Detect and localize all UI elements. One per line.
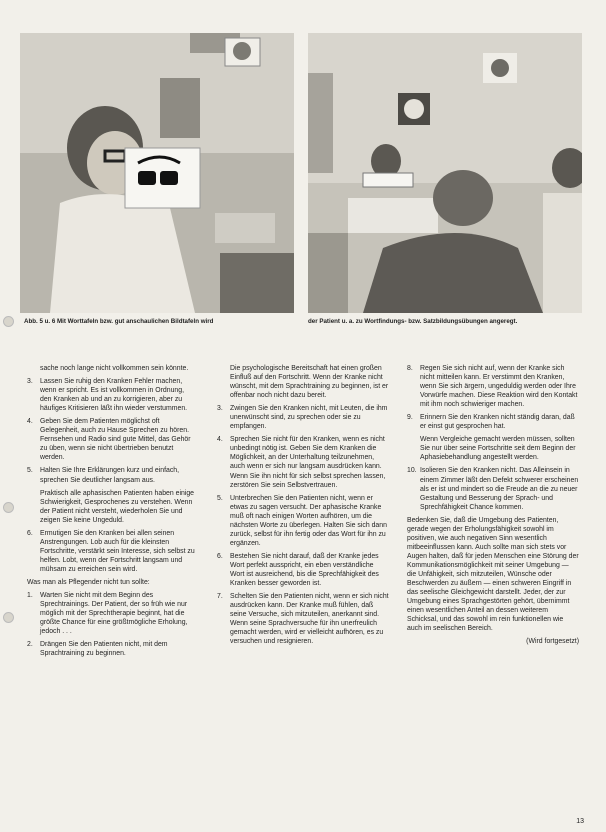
list-item: 9. Erinnern Sie den Kranken nicht ständig daran, daß er einst gut gesprochen hat. bbox=[407, 414, 575, 431]
paragraph: Bedenken Sie, daß die Umgebung des Patienten, gerade wegen der Erholungsfähigkeit sowohl im positiven, wie auch negativen Sinn wesentlich mitbeeinflussen kann. Auch sollte man sich stets vor Augen halten, daß für jeden Menschen eine Störung der Kommunikationsmöglichkeit mit seiner Umgebung — die Unfähigkeit, sich mitzuteilen, Wünsche oder Beschwerden zu äußern — einen schweren Eingriff in das seelische Gleichgewicht darstellt. Jeder, der zur Umgebung eines Sprachgestörten gehört, übernimmt einen wesentlichen Anteil an dessen weiterem Schicksal, und das sowohl im rein funktionellen wie auch im seelischen Bereich. bbox=[407, 516, 579, 633]
section-heading: Was man als Pflegender nicht tun sollte: bbox=[27, 578, 150, 586]
text-column-2 bbox=[217, 364, 389, 650]
list-item: 1. Warten Sie nicht mit dem Beginn des Sprechtrainings. Der Patient, der so früh wie nur möglich mit der Sprechtherapie beginnt, hat die größte Chance für eine größtmögliche Erholung, jedoch . . . bbox=[27, 592, 188, 636]
binder-hole-mark bbox=[3, 502, 14, 513]
paragraph: Die psychologische Bereitschaft hat einen großen Einfluß auf den Fortschritt. Wenn der Kranke nicht wünscht, mit dem Sprachtraining zu beginnen, ist er offenbar noch nicht dazu bereit. bbox=[230, 365, 389, 400]
photo-therapy-session bbox=[308, 33, 582, 313]
list-item: 3. Zwingen Sie den Kranken nicht, mit Leuten, die ihm unerwünscht sind, zu sprechen oder sie zu empfangen. bbox=[217, 405, 388, 431]
list-item: 2. Drängen Sie den Patienten nicht, mit dem Sprachtraining zu beginnen. bbox=[27, 641, 168, 658]
list-item: 6. Bestehen Sie nicht darauf, daß der Kranke jedes Wort perfekt ausspricht, ein eben verständliche Wort ist ausreichend, bis die Sprechfähigkeit des Kranken besser geworden ist. bbox=[217, 552, 379, 588]
list-item: 8. Regen Sie sich nicht auf, wenn der Kranke sich nicht mitteilen kann. Er verstimmt den Kranken, wenn Sie sich ärgern, ungeduldig werden oder Ihre Vorwürfe machen. Diese Reaktion wird den Kontakt mit ihm noch schwieriger machen. bbox=[407, 365, 578, 409]
continued-note: (Wird fortgesetzt) bbox=[526, 638, 579, 646]
paragraph: Praktisch alle aphasischen Patienten haben einige Schwierigkeit, Gesprochenes zu verstehen. Wenn der Patient nicht versteht, wiederholen Sie und zeigen Sie keine Ungeduld. bbox=[40, 489, 194, 524]
list-item: 4. Sprechen Sie nicht für den Kranken, wenn es nicht unbedingt nötig ist. Geben Sie dem Kranken die Möglichkeit, an der Unterhaltung teilzunehmen, auch wenn er sich nur langsam ausdrücken kann. Wenn Sie ihn nicht für sich selbst sprechen lassen, zerstören Sie sein Selbstvertrauen. bbox=[217, 436, 386, 489]
photo-therapist-with-card bbox=[20, 33, 294, 313]
list-item: 3. Lassen Sie ruhig den Kranken Fehler machen, wenn er spricht. Es ist vollkommen in Ordnung, den Kranken ab und an zu korrigieren, aber zu häufiges Kritisieren läßt ihn wieder verstummen. bbox=[27, 378, 188, 413]
list-item: 5. Unterbrechen Sie den Patienten nicht, wenn er etwas zu sagen versucht. Der aphasische Kranke muß oft nach einigen Worten aufhören, um die nächsten Worte zu überlegen. Halten Sie sich dann zurück, selbst für ihn fertig oder das Wort für ihn zu ergänzen. bbox=[217, 494, 387, 547]
list-item: 10. Isolieren Sie den Kranken nicht. Das Alleinsein in einem Zimmer läßt den Defekt schwerer erscheinen als er ist und mindert so die Freude an die zu neuer Gestaltung und Besserung der Sprach- und Sprechfähigkeit Chance kommen. bbox=[407, 467, 579, 511]
text-column-3 bbox=[407, 364, 579, 646]
paragraph: Wenn Vergleiche gemacht werden müssen, sollten Sie nur über seine Fortschritte seit dem Beginn der Aphasiebehandlung angestellt werden. bbox=[420, 436, 576, 462]
text-column-1 bbox=[27, 364, 196, 662]
paragraph: sache noch lange nicht vollkommen sein könnte. bbox=[40, 365, 189, 372]
figure-caption-left: Abb. 5 u. 6 Mit Worttafeln bzw. gut anschaulichen Bildtafeln wird bbox=[24, 318, 214, 325]
binder-hole-mark bbox=[3, 316, 14, 327]
list-item: 5. Halten Sie Ihre Erklärungen kurz und einfach, sprechen Sie deutlicher langsam aus. bbox=[27, 467, 180, 484]
figure-caption-right: der Patient u. a. zu Wortfindungs- bzw. Satzbildungsübungen angeregt. bbox=[308, 318, 518, 325]
page-number: 13 bbox=[576, 818, 584, 825]
list-item: 7. Schelten Sie den Patienten nicht, wenn er sich nicht ausdrücken kann. Der Kranke muß fühlen, daß seine Versuche, sich mitzuteilen, anerkannt sind. Wenn seine Sprachversuche für ihn unerfreulich gemacht werden, wird er vielleicht aufhören, es zu versuchen und resignieren. bbox=[217, 593, 389, 646]
binder-hole-mark bbox=[3, 612, 14, 623]
list-item: 6. Ermutigen Sie den Kranken bei allen seinen Anstrengungen. Lob auch für die kleinsten Fortschritte, verstärkt sein Interesse, sich selbst zu helfen. Lobt, wenn der Fortschritt langsam und mühsam zu erreichen sein wird. bbox=[27, 529, 195, 573]
list-item: 4. Geben Sie dem Patienten möglichst oft Gelegenheit, auch zu Hause Sprechen zu hören. Fernsehen und Radio sind gute Mittel, das Gehör zu üben, wenn sie nicht übertrieben benutzt werden. bbox=[27, 418, 191, 462]
